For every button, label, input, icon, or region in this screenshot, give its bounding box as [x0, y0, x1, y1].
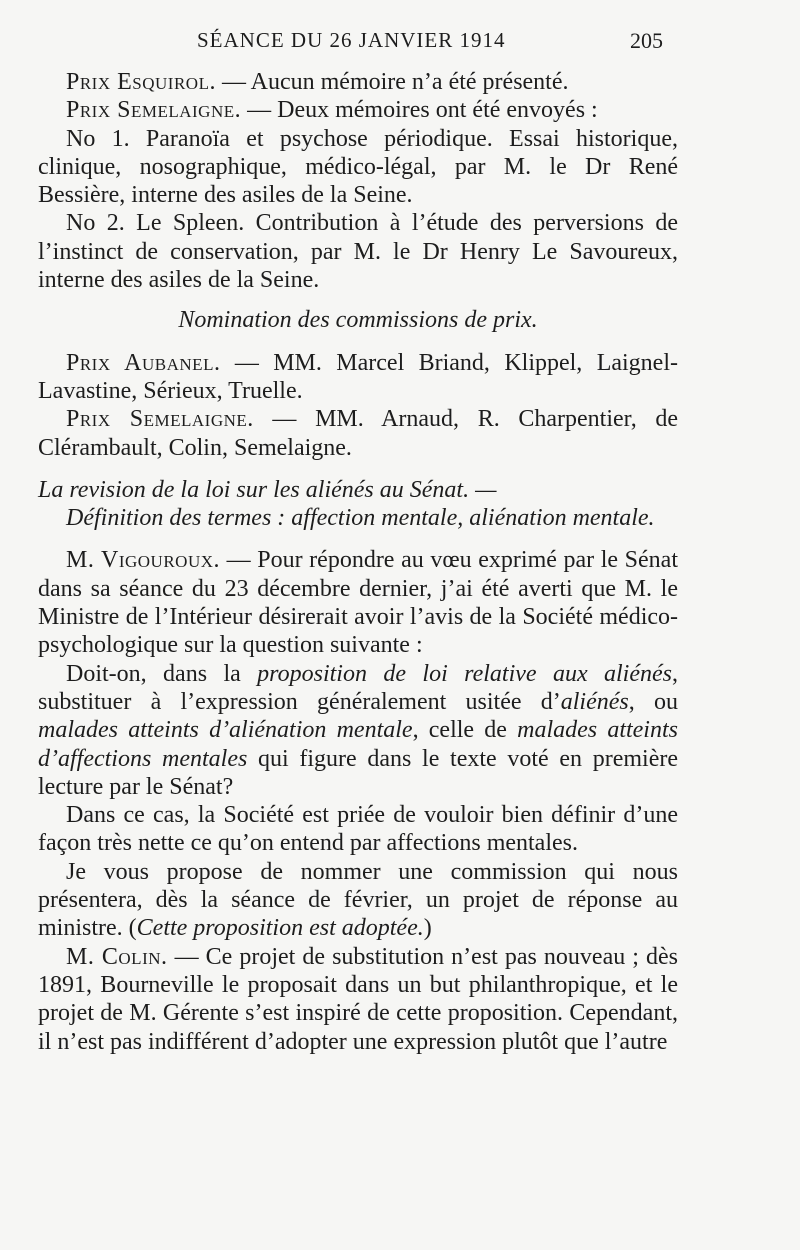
paragraph-prix-aubanel-commission: [38, 349, 678, 406]
paragraph-colin: [38, 943, 678, 1056]
speaker-name: M. Vigouroux.: [66, 547, 221, 574]
paragraph-prix-esquirol: [38, 68, 678, 96]
section-heading: Nomination des commissions de prix.: [178, 307, 538, 334]
section-title-line-1: La revision de la loi sur les aliénés au Sénat. —: [38, 476, 497, 503]
paragraph-proposition: [38, 858, 678, 943]
text-run: ): [423, 915, 432, 942]
prize-name: Prix Semelaigne.: [66, 406, 254, 433]
speaker-name: M. Colin.: [66, 943, 168, 970]
prize-name: Prix Esquirol.: [66, 69, 216, 95]
italic-run: aliénés: [560, 688, 629, 715]
italic-run: proposition de loi relative aux aliénés: [257, 660, 672, 687]
text-run: Doit-on, dans la: [66, 660, 258, 687]
paragraph-memoire-1: No 1. Paranoïa et psychose périodique. Essai historique, clinique, nosographique, médico-légal, par M. le Dr René Bessière, interne des asiles de la Seine.: [38, 125, 678, 209]
text-run: , celle de: [412, 717, 518, 744]
prize-name: Prix Semelaigne.: [66, 97, 242, 124]
paragraph-prix-semelaigne: [38, 96, 678, 124]
paragraph-prix-semelaigne-commission: [38, 405, 678, 462]
italic-run: malades atteints d’affections mentales: [38, 717, 678, 772]
speech-text: — Pour répondre au vœu exprimé par le Sénat dans sa séance du 23 décembre dernier, j’ai été averti que M. le Ministre de l’Intérieur désirerait avoir l’avis de la Société médico-psychologique sur la question suivante :: [38, 547, 679, 659]
text-run: , ou: [628, 688, 678, 715]
text-run: , substituer à l’expression généralement usitée d’: [38, 660, 678, 715]
section-title: [38, 476, 678, 533]
paragraph-vigouroux: [38, 546, 678, 659]
prize-text: — MM. Marcel Briand, Klippel, Laignel-Lavastine, Sérieux, Truelle.: [38, 349, 678, 404]
speech-text: — Ce projet de substitution n’est pas nouveau ; dès 1891, Bourneville le proposait dans un but philanthropique, et le projet de M. Gérente s’est inspiré de cette proposition. Cependant, il n’est pas indifférent d’adopter une expression plutôt que l’autre: [38, 943, 679, 1055]
italic-run: malades atteints d’aliénation mentale: [38, 717, 413, 744]
page-header: [0, 28, 800, 58]
paragraph-memoire-2: No 2. Le Spleen. Contribution à l’étude des perversions de l’instinct de conservation, par M. le Dr Henry Le Savoureux, interne des asiles de la Seine.: [38, 210, 678, 294]
text-run: Je vous propose de nommer une commission qui nous présentera, dès la séance de février, un projet de réponse au ministre. (: [38, 858, 678, 942]
body-text: [38, 68, 678, 1056]
prize-text: — MM. Arnaud, R. Charpentier, de Clérambault, Colin, Semelaigne.: [38, 406, 678, 461]
section-title-line-2: Définition des termes : affection mentale, aliénation mentale.: [66, 505, 655, 532]
page-number: 205: [630, 28, 663, 53]
prize-name: Prix Aubanel.: [66, 349, 221, 376]
italic-run: Cette proposition est adoptée.: [136, 915, 424, 942]
running-head: SÉANCE DU 26 JANVIER 1914: [197, 28, 506, 52]
prize-text: — Aucun mémoire n’a été présenté.: [215, 69, 569, 95]
prize-text: — Deux mémoires ont été envoyés :: [241, 97, 598, 124]
paragraph-question: [38, 660, 678, 801]
paragraph-definir: Dans ce cas, la Société est priée de vouloir bien définir d’une façon très nette ce qu’on entend par affections mentales.: [38, 802, 678, 857]
text-run: qui figure dans le texte voté en première lecture par le Sénat?: [38, 745, 678, 800]
